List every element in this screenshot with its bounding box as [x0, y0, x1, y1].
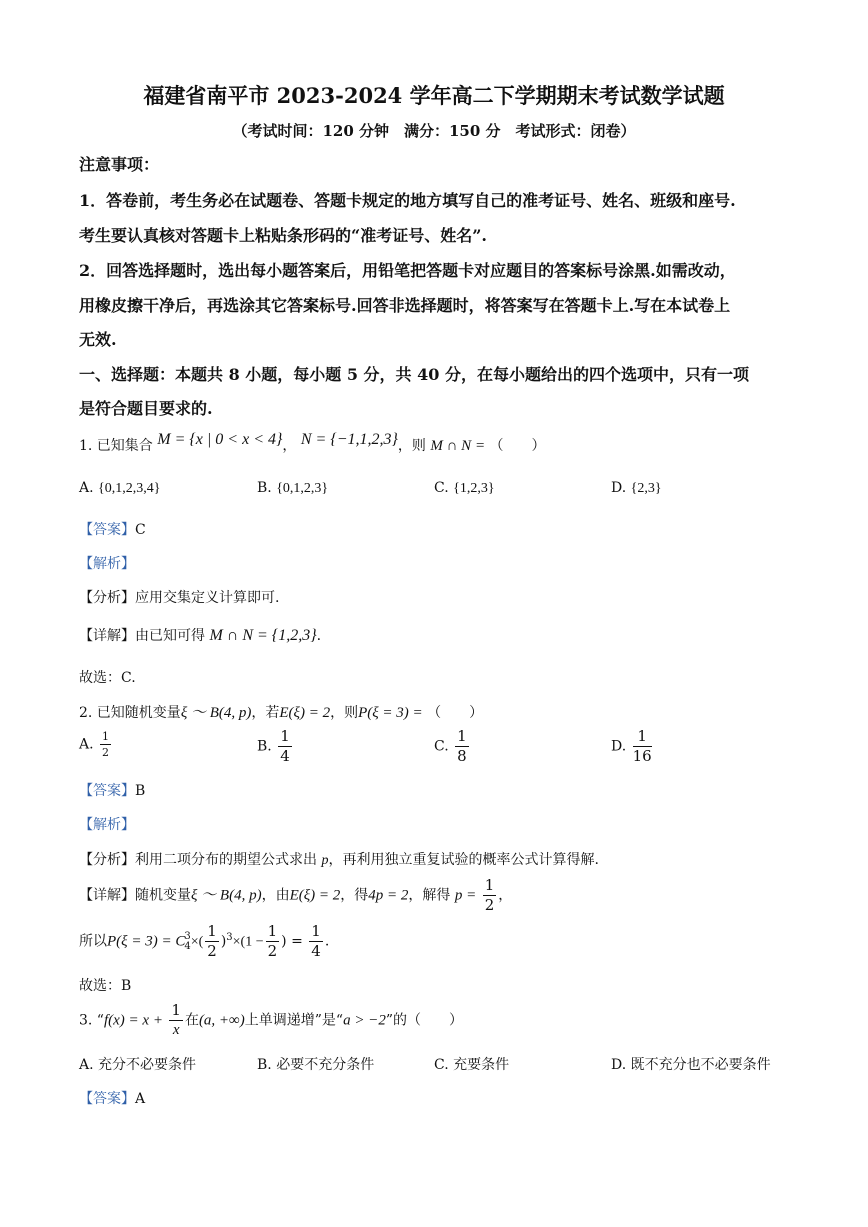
q1-option-b: B. {0,1,2,3} — [257, 480, 329, 496]
q1-detail: 【详解】由已知可得 M ∩ N = {1,2,3}. — [79, 627, 322, 644]
section-heading: 一、选择题：本题共 8 小题，每小题 5 分，共 40 分，在每小题给出的四个选项中，只有一项 — [79, 365, 749, 384]
q1-analysis-tag: 【解析】 — [79, 556, 135, 572]
q2-computation: 所以P(ξ = 3) = C 3 4 ×( $\frac{1}{2}$ )$^3$×(1 − $\frac{1}{2}$ ) = $\frac{1}{4}$ . — [79, 922, 330, 960]
q1-set-n: N = {−1,1,2,3} — [300, 431, 398, 448]
q3-option-d: D. 既不充分也不必要条件 — [611, 1057, 771, 1073]
q1-sep: ， — [282, 438, 297, 454]
q2-conclusion: 故选：B — [79, 978, 132, 994]
q3-answer: 【答案】A — [79, 1091, 146, 1107]
question-3: 3. “f(x) = x + $\frac{1}{x}$ 在(a, +∞)上单调递增”是“a > −2”的（ ） — [79, 1001, 463, 1038]
q1-option-d: D. {2,3} — [611, 480, 662, 496]
page-title: 福建省南平市 2023-2024 学年高二下学期期末考试数学试题 — [143, 83, 725, 108]
question-1 — [79, 431, 546, 455]
q1-set-m: M = {x | 0 < x < 4} — [157, 431, 283, 448]
q2-answer: 【答案】B — [79, 783, 146, 799]
q1-expr: M ∩ N = — [430, 438, 486, 454]
notice-item-2c: 无效. — [79, 330, 117, 349]
notice-item-1a: 1．答卷前，考生务必在试题卷、答题卡规定的地方填写自己的准考证号、姓名、班级和座号. — [79, 191, 736, 210]
q1-conclusion: 故选：C. — [79, 670, 136, 686]
q1-fenxi: 【分析】应用交集定义计算即可. — [79, 590, 280, 606]
notice-item-1b: 考生要认真核对答题卡上粘贴条形码的“准考证号、姓名”. — [79, 226, 487, 245]
exam-info: （考试时间：120 分钟 满分：150 分 考试形式：闭卷） — [232, 122, 636, 140]
notice-heading: 注意事项： — [79, 155, 160, 174]
q1-blank: （ ） — [489, 438, 546, 454]
section-heading-cont: 是符合题目要求的. — [79, 399, 213, 418]
q1-prefix: 1. 已知集合 — [79, 438, 153, 454]
q2-analysis-tag: 【解析】 — [79, 817, 135, 833]
q2-fenxi: 【分析】利用二项分布的期望公式求出 p，再利用独立重复试验的概率公式计算得解. — [79, 852, 599, 868]
answer-tag: 【答案】 — [79, 522, 135, 538]
q3-option-b: B. 必要不充分条件 — [257, 1057, 375, 1073]
q1-answer: 【答案】C — [79, 522, 146, 538]
q3-option-c: C. 充要条件 — [434, 1057, 510, 1073]
q2-option-d: D. $\frac{1}{16}$ — [611, 727, 652, 765]
q1-mid: ，则 — [397, 438, 426, 454]
q2-option-c: C. $\frac{1}{8}$ — [434, 727, 467, 765]
q1-option-a: A. {0,1,2,3,4} — [79, 480, 161, 496]
q3-option-a: A. 充分不必要条件 — [79, 1057, 197, 1073]
notice-item-2b: 用橡皮擦干净后，再选涂其它答案标号.回答非选择题时，将答案写在答题卡上.写在本试卷上 — [79, 296, 731, 315]
q2-option-a: A. $\frac{1}{2}$ — [79, 730, 110, 759]
question-2: 2. 已知随机变量ξ ～ B(4, p)，若E(ξ) = 2，则P(ξ = 3) = （ ） — [79, 705, 484, 721]
q1-option-c: C. {1,2,3} — [434, 480, 495, 496]
notice-item-2a: 2．回答选择题时，选出每小题答案后，用铅笔把答题卡对应题目的答案标号涂黑.如需改动， — [79, 261, 736, 280]
q2-detail: 【详解】随机变量ξ ～ B(4, p)，由E(ξ) = 2，得4p = 2，解得 p = $\frac{1}{2}$ ， — [79, 876, 513, 914]
q2-option-b: B. $\frac{1}{4}$ — [257, 727, 290, 765]
